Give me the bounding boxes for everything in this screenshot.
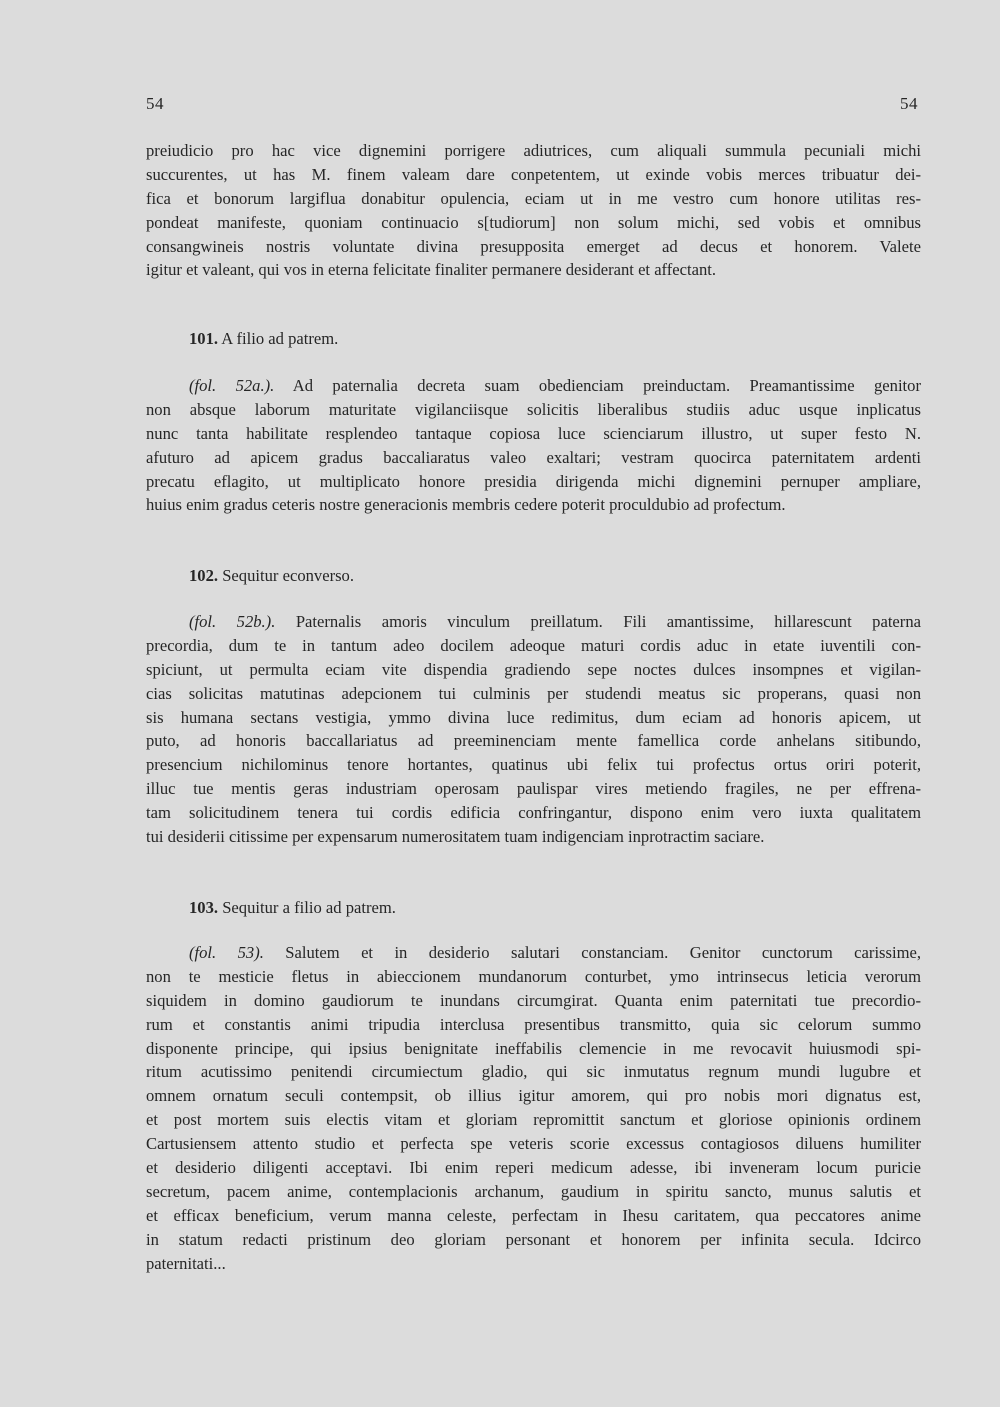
intro-paragraph: [146, 139, 921, 282]
text-line: non te mesticie fletus in abieccionem mundanorum conturbet, ymo intrinsecus leticia verorum: [146, 966, 921, 986]
text-line: Paternalis amoris vinculum preillatum. Fili amantissime, hillarescunt paterna: [295, 612, 921, 631]
text-line: igitur et valeant, qui vos in eterna felicitate finaliter permanere desiderant et affectant.: [146, 260, 717, 280]
text-line: rum et constantis animi tripudia interclusa presentibus transmitto, quia sic celorum summo: [146, 1014, 921, 1034]
text-line: Ad paternalia decreta suam obedienciam preinductam. Preamantissime genitor: [292, 376, 921, 395]
text-line: sis humana sectans vestigia, ymmo divina luce redimitus, dum eciam ad honoris apicem, ut: [146, 707, 921, 727]
text-line: huius enim gradus ceteris nostre generacionis membris cedere poterit proculdubio ad profectum.: [146, 495, 786, 515]
text-line: ritum acutissimo penitendi circumiectum gladio, qui sic inmutatus regnum mundi lugubre et: [146, 1062, 921, 1082]
section-title: Sequitur a filio ad patrem.: [222, 898, 396, 917]
text-line: disponente principe, qui ipsius benignitate ineffabilis clemencie in me revocavit huiusmodi spi-: [146, 1038, 921, 1058]
text-line: precordia, dum te in tantum adeo docilem adeoque maturi cordis aduc in etate iuventili con-: [146, 635, 921, 655]
section-heading-102: [189, 566, 354, 586]
section-number: 101.: [189, 329, 219, 348]
text-line: et post mortem suis electis vitam et gloriam repromittit sanctum et gloriose opinionis ordinem: [146, 1110, 921, 1130]
text-line: paternitati...: [146, 1253, 226, 1273]
text-line: non absque laborum maturitate vigilanciisque solicitis liberalibus studiis aduc usque inplicatus: [146, 399, 921, 419]
text-line: tam solicitudinem tenera tui cordis edificia confringantur, dispono enim vero iuxta qualitatem: [146, 803, 921, 823]
text-line: Salutem et in desiderio salutari constanciam. Genitor cunctorum carissime,: [285, 943, 921, 962]
text-line: omnem ornatum seculi contempsit, ob illius igitur amorem, qui pro nobis mori dignatus est,: [146, 1086, 921, 1106]
folio-reference: (fol. 52b.).: [189, 612, 276, 631]
text-line: cias solicitas matutinas adepcionem tui culminis per studendi meatus sic properans, quasi non: [146, 683, 921, 703]
text-line: in statum redacti pristinum deo gloriam personant et honorem per infinita secula. Idcirco: [146, 1229, 921, 1249]
section-body-101: [146, 374, 921, 517]
text-line: Cartusiensem attento studio et perfecta spe veteris scorie excessus contagiosos diluens humiliter: [146, 1134, 921, 1154]
text-line-first: [146, 941, 921, 965]
text-line: succurentes, ut has M. finem valeam dare conpetentem, ut exinde vobis merces tribuatur dei-: [146, 164, 921, 184]
text-line: secretum, pacem anime, contemplacionis archanum, gaudium in spiritu sancto, munus salutis et: [146, 1181, 921, 1201]
text-line: et desiderio diligenti acceptavi. Ibi enim reperi medicum adesse, ibi inveneram locum puricie: [146, 1158, 921, 1178]
section-number: 102.: [189, 566, 219, 585]
text-line: spiciunt, ut permulta eciam vite dispendia gradiendo sepe noctes dulces insompnes et vigilan-: [146, 659, 921, 679]
section-heading-103: [189, 898, 396, 918]
text-line: precatu eflagito, ut multiplicato honore presidia dirigenda michi dignemini pernuper ampliare,: [146, 471, 921, 491]
page-number-left: 54: [146, 94, 164, 113]
text-line: tui desiderii citissime per expensarum numerositatem tuam indigenciam inprotractim saciare.: [146, 827, 765, 847]
text-line: fica et bonorum largiflua donabitur opulencia, eciam ut in me vestro cum honore utilitas res-: [146, 188, 921, 208]
text-line: et efficax beneficium, verum manna celeste, perfectam in Ihesu caritatem, qua peccatores anime: [146, 1205, 921, 1225]
section-number: 103.: [189, 898, 219, 917]
text-line: nunc tanta habilitate resplendeo tantaque copiosa luce scienciarum illustro, ut super festo N.: [146, 423, 921, 443]
section-body-103: [146, 941, 921, 1275]
text-line: siquidem in domino gaudiorum te inundans circumgirat. Quanta enim paternitati tue precordio-: [146, 990, 921, 1010]
text-line-first: [146, 374, 921, 398]
section-heading-101: [189, 329, 338, 349]
folio-reference: (fol. 52a.).: [189, 376, 275, 395]
folio-reference: (fol. 53).: [189, 943, 264, 962]
text-line: consangwineis nostris voluntate divina presupposita emerget ad decus et honorem. Valete: [146, 236, 921, 256]
text-line: puto, ad honoris baccallariatus ad preeminenciam mente famellica corde anhelans sitibundo,: [146, 731, 921, 751]
text-line: illuc tue mentis geras industriam operosam paulispar vires metiendo fragiles, ne per effrena-: [146, 779, 921, 799]
page-number-right: 54: [900, 94, 918, 113]
text-line-first: [146, 610, 921, 634]
text-line: afuturo ad apicem gradus baccaliaratus valeo exaltari; vestram quocirca paternitatem ardenti: [146, 447, 921, 467]
text-line: pondeat manifeste, quoniam continuacio s[tudiorum] non solum michi, sed vobis et omnibus: [146, 212, 921, 232]
text-line: preiudicio pro hac vice dignemini porrigere adiutrices, cum aliquali summula pecuniali michi: [146, 141, 921, 160]
section-body-102: [146, 610, 921, 849]
section-title: Sequitur econverso.: [222, 566, 354, 585]
text-line: presencium nichilominus tenore hortantes, quatinus ubi felix tui profectus ortus oriri poterit,: [146, 755, 921, 775]
section-title: A filio ad patrem.: [221, 329, 339, 348]
